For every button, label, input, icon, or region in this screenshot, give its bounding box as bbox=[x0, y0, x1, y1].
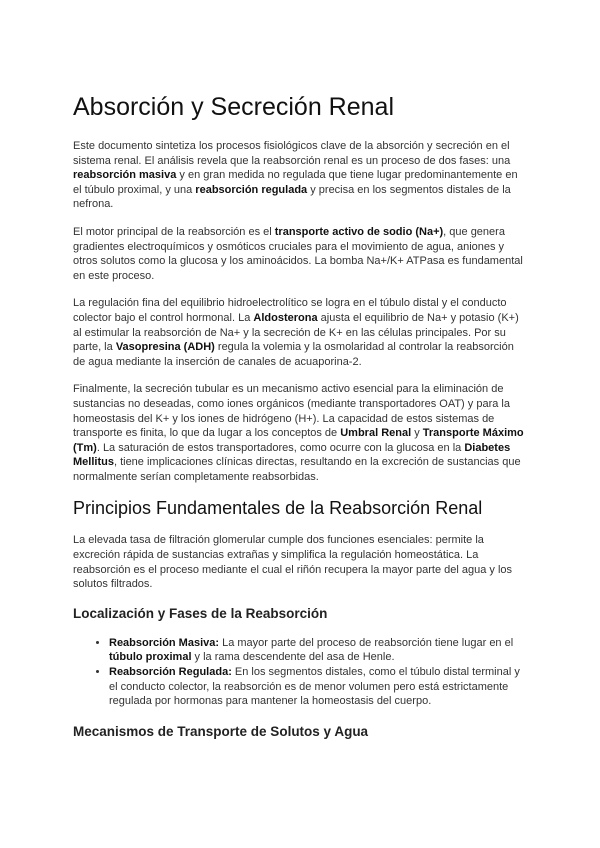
secretion-text-1: Finalmente, la secreción tubular es un mecanismo activo esencial para la eliminación de sustancias no deseadas, como iones orgánicos (mediante transportadores OAT) y para la homeostasis del K+ y los iones de hidrógeno (H+). La capacidad de estos sistemas de transporte es finita, lo que da lugar a los conceptos de bbox=[73, 383, 510, 440]
secretion-bold-tm: Transporte Máximo (Tm) bbox=[73, 427, 524, 454]
principles-paragraph: La elevada tasa de filtración glomerular cumple dos funciones esenciales: permite la excreción rápida de sustancias extrañas y simplifica la regulación homeostática. La reabsorción es el proceso mediante el cual el riñón recupera la mayor parte del agua y los solutos filtrados. bbox=[73, 534, 513, 591]
motor-text-2: , que genera gradientes electroquímicos y osmóticos cruciales para el movimiento de agua, aniones y otros solutos como la glucosa y los aminoácidos. La bomba Na+/K+ ATPasa es fundamental en este proceso. bbox=[73, 225, 523, 282]
subsection-heading-localization: Localización y Fases de la Reabsorción bbox=[73, 605, 328, 621]
regulation-text-1: La regulación fina del equilibrio hidroelectrolítico se logra en el túbulo distal y el conducto colector bajo el control hormonal. La bbox=[73, 297, 507, 324]
motor-text-1: El motor principal de la reabsorción es el bbox=[73, 225, 275, 238]
secretion-text-2: y bbox=[411, 427, 423, 440]
phases-list bbox=[73, 636, 527, 709]
regulation-bold-vasopressin: Vasopresina (ADH) bbox=[115, 341, 215, 354]
list-item-massive bbox=[109, 636, 527, 665]
secretion-bold-diabetes: Diabetes Mellitus bbox=[73, 441, 511, 469]
secretion-bold-threshold: Umbral Renal bbox=[340, 427, 412, 440]
intro-text-2: y en gran medida no regulada que tiene lugar predominantemente en el túbulo proximal, y una bbox=[73, 169, 518, 196]
intro-text-1: Este documento sintetiza los procesos fisiológicos clave de la absorción y secreción en el sistema renal. El análisis revela que la reabsorción renal es un proceso de dos fases: una bbox=[73, 140, 511, 167]
secretion-text-4: , tiene implicaciones clínicas directas, resultando en la excreción de sustancias que normalmente serían completamente reabsorbidas. bbox=[73, 456, 521, 483]
list-item-label: Reabsorción Masiva: bbox=[109, 636, 220, 649]
list-item-text-1: La mayor parte del proceso de reabsorción tiene lugar en el bbox=[219, 636, 514, 649]
section-heading-principles: Principios Fundamentales de la Reabsorción Renal bbox=[73, 498, 483, 519]
intro-bold-massive: reabsorción masiva bbox=[73, 169, 177, 182]
regulation-text-2: ajusta el equilibrio de Na+ y potasio (K+) al estimular la reabsorción de Na+ y la secreción de K+ en las células principales. Por su parte, la bbox=[73, 311, 519, 354]
list-item-bold-proximal: túbulo proximal bbox=[109, 651, 192, 664]
intro-bold-regulated: reabsorción regulada bbox=[195, 183, 308, 196]
motor-paragraph bbox=[73, 225, 527, 283]
list-item-label: Reabsorción Regulada: bbox=[109, 666, 232, 679]
document-title: Absorción y Secreción Renal bbox=[73, 93, 394, 121]
intro-text-3: y precisa en los segmentos distales de la nefrona. bbox=[73, 183, 511, 211]
regulation-bold-aldosterone: Aldosterona bbox=[253, 311, 318, 324]
list-item-text-1: En los segmentos distales, como el túbulo distal terminal y el conducto colector, la reabsorción es de menor volumen pero está estrictamente regulada por hormonas para mantener la homeostasis del cuerpo. bbox=[109, 666, 520, 708]
intro-paragraph bbox=[73, 139, 527, 212]
subsection-heading-mechanisms: Mecanismos de Transporte de Solutos y Agua bbox=[73, 723, 369, 739]
regulation-text-3: regula la volemia y la osmolaridad al controlar la reabsorción de agua mediante la inserción de canales de acuaporina-2. bbox=[73, 341, 514, 368]
list-item-regulated bbox=[109, 665, 527, 709]
secretion-paragraph bbox=[73, 382, 527, 484]
list-item-text-2: y la rama descendente del asa de Henle. bbox=[191, 651, 395, 664]
motor-bold-sodium: transporte activo de sodio (Na+) bbox=[274, 225, 444, 238]
secretion-text-3: . La saturación de estos transportadores, como ocurre con la glucosa en la bbox=[96, 441, 465, 454]
regulation-paragraph bbox=[73, 296, 527, 369]
